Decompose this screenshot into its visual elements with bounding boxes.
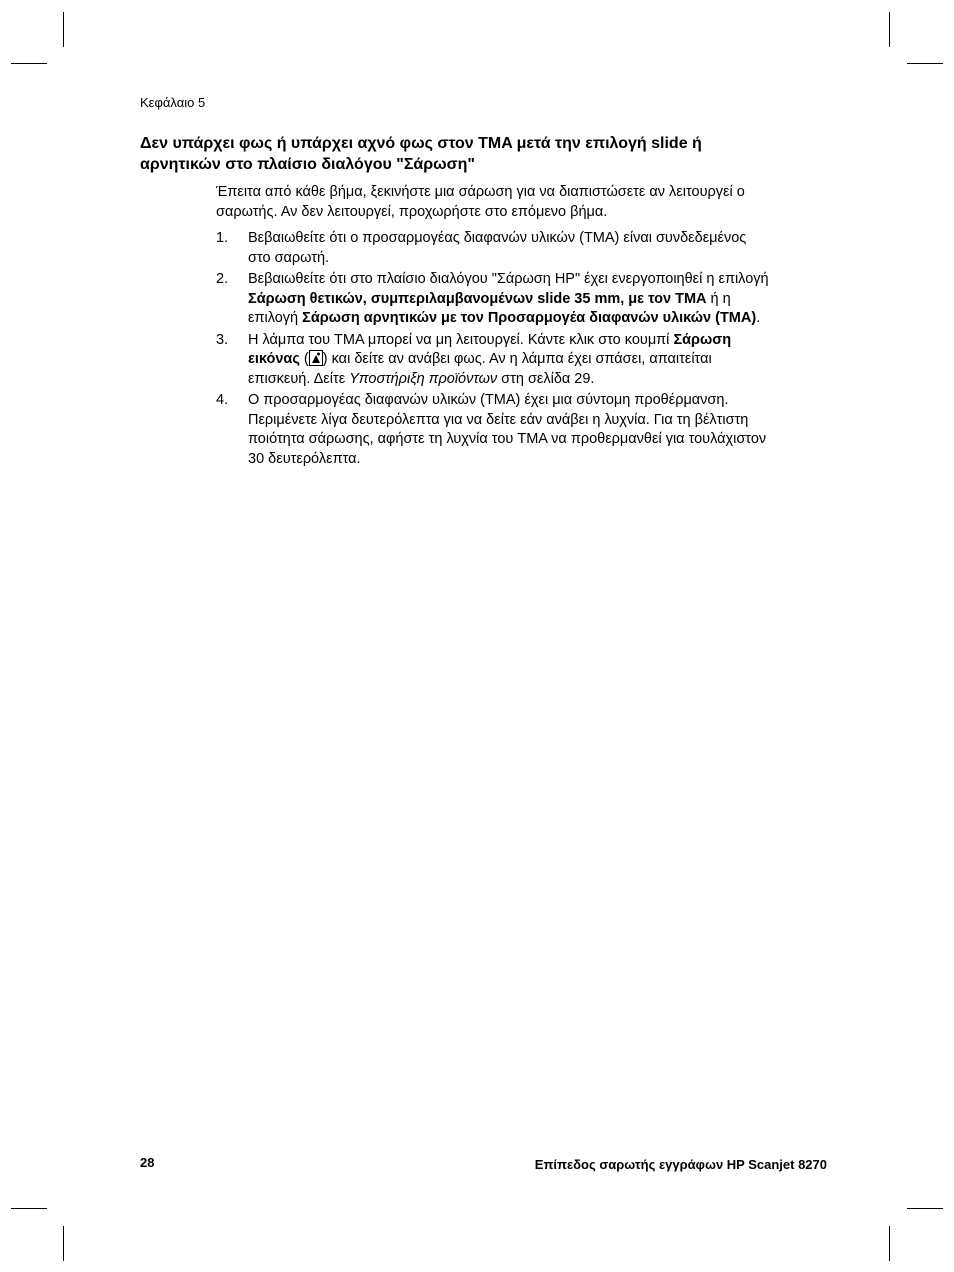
- chapter-label: Κεφάλαιο 5: [140, 95, 206, 110]
- step-3-text3: επισκευή. Δείτε: [248, 370, 350, 387]
- step-4-line4: 30 δευτερόλεπτα.: [248, 450, 361, 467]
- step-4: [216, 391, 828, 469]
- step-4-line1: Ο προσαρμογέας διαφανών υλικών (TMA) έχει μια σύντομη προθέρμανση.: [248, 392, 729, 408]
- scan-picture-icon: [309, 350, 323, 366]
- step-2-option-negatives: Σάρωση αρνητικών με τον Προσαρμογέα διαφανών υλικών (TMA): [302, 310, 757, 326]
- step-3-button-name-b: εικόνας: [248, 351, 300, 367]
- step-3: [216, 331, 828, 390]
- crop-mark-bottom-left-h: [11, 1208, 47, 1209]
- footer-doc-title: Επίπεδος σαρωτής εγγράφων HP Scanjet 8270: [534, 1157, 827, 1172]
- section-heading: [140, 133, 840, 175]
- step-1-line2: στο σαρωτή.: [248, 249, 330, 266]
- step-2-mid: ή η: [706, 290, 731, 307]
- step-3-text2: ) και δείτε αν ανάβει φως. Αν η λάμπα έχει σπάσει, απαιτείται: [322, 351, 712, 367]
- crop-mark-top-left-h: [11, 63, 47, 64]
- step-3-support-link[interactable]: Υποστήριξη προϊόντων: [349, 370, 498, 387]
- crop-mark-bottom-left-v: [63, 1226, 64, 1261]
- intro-line1: Έπειτα από κάθε βήμα, ξεκινήστε μια σάρωση για να διαπιστώσετε αν λειτουργεί ο: [216, 184, 745, 200]
- step-1: [216, 229, 828, 268]
- step-1-line1: Βεβαιωθείτε ότι ο προσαρμογέας διαφανών υλικών (TMA) είναι συνδεδεμένος: [248, 230, 747, 246]
- step-4-number: 4.: [216, 392, 229, 408]
- step-2-pre: επιλογή: [248, 310, 303, 326]
- crop-mark-top-left-v: [63, 12, 64, 47]
- section-heading-line2: αρνητικών στο πλαίσιο διαλόγου "Σάρωση": [140, 156, 475, 173]
- step-4-line2: Περιμένετε λίγα δευτερόλεπτα για να δείτε εάν ανάβει η λυχνία. Για τη βέλτιστη: [248, 411, 749, 428]
- step-3-button-name-a: Σάρωση: [673, 331, 732, 348]
- section-heading-line1: Δεν υπάρχει φως ή υπάρχει αχνό φως στον TMA μετά την επιλογή slide ή: [140, 135, 702, 152]
- crop-mark-bottom-right-v: [889, 1226, 890, 1261]
- step-2: [216, 270, 828, 329]
- step-4-line3: ποιότητα σάρωσης, αφήστε τη λυχνία του TMA να προθερμανθεί για τουλάχιστον: [248, 431, 767, 447]
- step-3-number: 3.: [216, 331, 229, 348]
- step-2-line1: Βεβαιωθείτε ότι στο πλαίσιο διαλόγου "Σάρωση HP" έχει ενεργοποιηθεί η επιλογή: [248, 271, 769, 287]
- page-number: 28: [140, 1155, 155, 1170]
- steps-list: [216, 229, 828, 469]
- step-3-paren-open: (: [299, 351, 309, 367]
- crop-mark-bottom-right-h: [907, 1208, 943, 1209]
- step-1-number: 1.: [216, 230, 229, 246]
- step-3-text1: Η λάμπα του TMA μπορεί να μη λειτουργεί. Κάντε κλικ στο κουμπί: [248, 331, 674, 348]
- section-body: [216, 183, 828, 471]
- intro-line2: σαρωτής. Αν δεν λειτουργεί, προχωρήστε στο επόμενο βήμα.: [216, 203, 608, 220]
- crop-mark-top-right-v: [889, 12, 890, 47]
- intro-paragraph: [216, 183, 828, 222]
- step-2-end: .: [756, 310, 761, 326]
- step-3-text4: στη σελίδα 29.: [497, 370, 595, 387]
- step-2-option-positives: Σάρωση θετικών, συμπεριλαμβανομένων slide 35 mm, με τον TMA: [248, 290, 707, 307]
- step-2-number: 2.: [216, 271, 229, 287]
- crop-mark-top-right-h: [907, 63, 943, 64]
